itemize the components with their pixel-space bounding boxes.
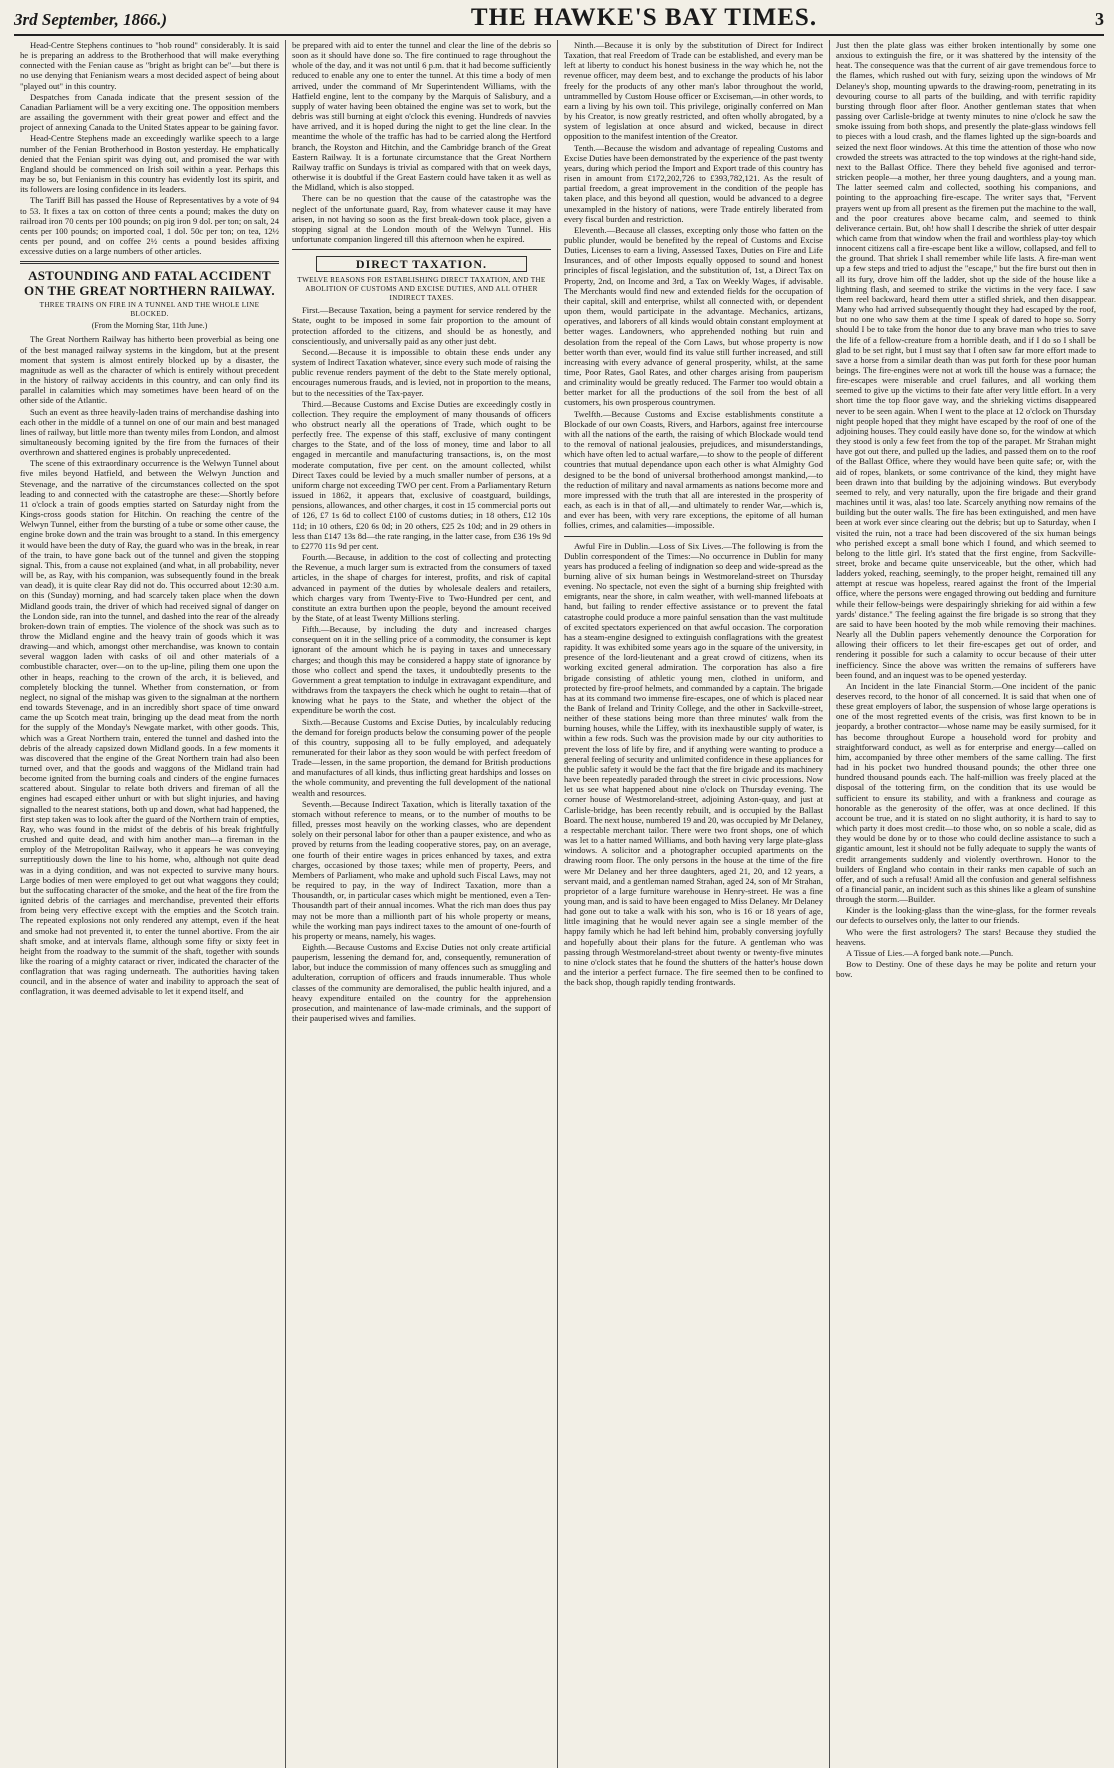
- paragraph: There can be no question that the cause of the catastrophe was the neglect of the unfortunate guard, Ray, from whatever cause it may have arisen, in not having so soon as the first break-down took place, given a stopping signal at the London mouth of the Welwyn Tunnel. His unfortunate companion lingered till this afternoon when he expired.: [292, 193, 551, 244]
- paragraph: The Great Northern Railway has hitherto been proverbial as being one of the best managed railway systems in the kingdom, but at the present moment that system is almost entirely blocked up by a disaster, the magnitude as well as the character of which is entirely without precedent in the history of railway accidents in this country, and can only find its parallel in calamities which may sometimes have been heard of on the other side of the Atlantic.: [20, 334, 279, 406]
- paragraph: Fifth.—Because, by including the duty and increased charges consequent on it in the selling price of a commodity, the consumer is kept ignorant of the amount which he is paying in taxes and unnecessary charges; and though this may be considered a happy state of ignorance by those who collect and spend the taxes, it undoubtedly presents to the Government a great temptation to indulge in extravagant expenditure, and withdraws from the taxpayers the check which he ought to retain—that of knowing what he pays to the State, and whether the object of the expenditure be worth the cost.: [292, 624, 551, 716]
- paragraph: A Tissue of Lies.—A forged bank note.—Punch.: [846, 947, 1014, 958]
- column-4: [830, 40, 1102, 1768]
- paragraph: Bow to Destiny. One of these days he may be polite and return your bow.: [836, 959, 1096, 980]
- paragraph: The scene of this extraordinary occurrence is the Welwyn Tunnel about five miles beyond Hatfield, and between the Welwyn Junction and Stevenage, and the narrative of the circumstances collected on the spot leading to and connected with the catastrophe are these:—Shortly before 11 o'clock a train of goods empties started on Saturday night from the Kings-cross goods station for Hitchin. On reaching the centre of the Welwyn Tunnel, either from the bursting of a tube or some other cause, the engine broke down and the train was brought to a stand. In this emergency it would have been the duty of Ray, the guard who was in the break, in rear of the train, to have gone back out of the tunnel and given the stopping signal. This, from a cause not explained (and what, in all probability, never will be, as Ray, with his companion, was subsequently found in the break van dead), it is quite clear Ray did not do. This occurred about 12:30 a.m. on this (Sunday) morning, and had scarcely taken place when the down Midland goods train, the driver of which had received signal of danger on the London side, ran into the tunnel, and dashed into the rear of the already broken-down train of empties. The violence of the shock was such as to throw the Midland engine and the heavy train of goods which it was drawing—and which, amongst other merchandise, was known to contain several waggon laden with casks of oil and other materials of a combustible character, over—on to the up-line, piling them one upon the other in heaps, reaching to the crown of the arch, it is believed, and completely blocking the tunnel. Whether from consternation, or from neglect, no signal of the mishap was given to the signalman at the northern end towards Stevenage, and in an incredibly short space of time onward came the up Scotch meat train, bringing up the dead meat from the north for the supply of the Monday's Newgate market, with other goods. This, which was a Great Northern train, entered the tunnel and dashed into the debris of the already capsized down Midland goods. In a few moments it was discovered that the engine of the Great Northern train had also been turned over, and that the goods and waggons of the Midland train had become ignited from the burning coals and cinders of the engine furnaces scattered about. Singular to relate both drivers and fireman of all the engines had escaped either unhurt or with but slight injuries, and having signalled to the nearest stations, both up and down, what had happened, the first step taken was to look after the guard of the Northern train of empties, Ray, who was found in the midst of the debris of his break frightfully crushed and quite dead, and with him another man—a fireman in the employ of the Metropolitan Railway, who it appears he was conveying surreptitiously down the line to his home, who, although not quite dead was in a dying condition, and was not expected to survive many hours. Large bodies of men were employed to get out what waggons they could; but the suffocating character of the smoke, and the heat of the fire from the ignited debris of the carriages and merchandise, prevented their efforts from being very effective except with the empties and the Scotch train. The repeated explosions not only rendered any attempt, even if the heat and smoke had not prevented it, to enter the tunnel abortive. From the air shaft smoke, and at intervals flame, although some fifty or sixty feet in height from the roadway to the summit of the shaft, together with sounds like the roaring of a mighty cataract or river, indicated the character of the conflagration that was raging underneath. The authorities having taken council, and in the absence of water and inability to approach the seat of conflagration, it was deemed advisable to let it expend itself, and: [20, 458, 279, 997]
- paragraph: Second.—Because it is impossible to obtain these ends under any system of Indirect Taxation whatever, since every such mode of raising the public revenue renders payment of the debt to the State merely optional, encourages numerous frauds, and is levied, not in proportion to the means, but to the necessities of the Tax-payer.: [292, 346, 551, 398]
- divider: [20, 261, 279, 264]
- paragraph: Awful Fire in Dublin.—Loss of Six Lives.—The following is from the Dublin correspondent of the Times:—No occurrence in Dublin for many years has produced a feeling of indignation so deep and wide-spread as the burning alive of six human beings in Westmoreland-street on Thursday evening. No spectacle, not even the sight of a burning ship freighted with emigrants, near the shore, in calm weather, with well-manned lifeboats at hand, but failing to render effective assistance or to prevent the fatal catastrophe could produce a more painful sensation than the vast multitude of excited spectators experienced on that awful occasion. The corporation has a steam-engine designed to extinguish conflagrations with the greatest rapidity. It was exhibited some years ago in the square of the university, in presence of the lord-lieutenant and a great crowd of citizens, when its working excited general admiration. The corporation has also a fire brigade consisting of athletic young men, clothed in uniform, and protected by fire-proof helmets, and commanded by a captain. The brigade has at its command two immense fire-escapes, one of which is placed near the Bank of Ireland and Trinity College, and the other in Sackville-street, neither of these stations being more than three minutes' walk from the burning houses, while the Liffey, with its inexhaustible supply of water, is within a few rods. Such was the provision made by our city authorities to prevent the loss of life by fire, and if anything were wanting to produce a general feeling of security and unlimited confidence in these appliances for the public safety it would be the fact that the fire brigade and its machinery have been repeatedly paraded through the street in civic processions. Now let us see what happened about nine o'clock on Thursday evening. The corner house of Westmoreland-street, adjoining Aston-quay, and just at Carlisle-bridge, has been recently rebuilt, and is occupied by the Ballast Board. The next house, numbered 19 and 20, was occupied by Mr Delaney, a respectable merchant tailor. There were two front shops, one of which was let to a hatter named Williams, and both having very large plate-glass windows. A solicitor and a photographer occupied apartments on the drawing room floor. The only persons in the house at the time of the fire were Mr Delaney and her three daughters, aged 21, 20, and 12 years, a servant maid, and a gentleman named Strahan, aged 24, son of Mr Strahan, proprietor of a large furniture warehouse in Henry-street. He was a fine young man, and is said to have been engaged to Miss Delaney. Mr Delaney had gone out to take a walk with his son, who is 16 or 18 years of age, little imagining that he would never again see a single member of the happy family which he had left behind him, probably conversing joyfully and hopefully about their plans for the future. A gentleman who was passing through Westmoreland-street about twenty or twenty-five minutes to nine o'clock states that he found the shutters of the hatter's house down and the interior a perfect furnace. The fire seemed then to be confined to the back shop, though rapidly tending frontwards.: [564, 540, 823, 988]
- column-1: [14, 40, 286, 1768]
- headline-railway-accident: ASTOUNDING AND FATAL ACCIDENT ON THE GREAT NORTHERN RAILWAY.: [24, 268, 275, 299]
- paragraph: Tenth.—Because the wisdom and advantage of repealing Customs and Excise Duties have been demonstrated by the experience of the past twenty years, during which period the Import and Export trade of this country has risen in amount from £172,202,726 to £393,782,121. As the result of partial freedom, a great improvement in the condition of the people has taken place, and this beyond all question, would be advanced to a degree unexampled in the history of nations, were Trade entirely liberated from every fiscal burden and restriction.: [564, 142, 823, 224]
- article-source: (From the Morning Star, 11th June.): [91, 321, 208, 331]
- paragraph: Ninth.—Because it is only by the substitution of Direct for Indirect Taxation, that real Freedom of Trade can be established, and every man be left at liberty to conduct his honest business in the way which he, not the revenue officer, may deem best, and to exchange the products of his labor freely for the products of any other man's labor throughout the world, untrammelled by Custom House officer or Exciseman,—in other words, to earn a living by his own toil. This privilege, originally conferred on Man by his Creator, is now greatly restricted, and often wholly abrogated, by a system of legislation at once absurd and wicked, because in direct opposition to the manifest intention of the Creator.: [564, 40, 823, 142]
- paragraph: Such an event as three heavily-laden trains of merchandise dashing into each other in the middle of a tunnel on one of our main and best managed lines of railway, but little more than twenty miles from London, and almost simultaneously becoming ignited by the fire from the furnaces of their overthrown and shattered engines is probably unprecedented.: [20, 406, 279, 458]
- newspaper-title: THE HAWKE'S BAY TIMES.: [470, 4, 818, 31]
- columns: [14, 40, 1104, 1768]
- issue-date: 3rd September, 1866.): [14, 10, 167, 29]
- divider: [564, 536, 823, 537]
- paragraph: An Incident in the late Financial Storm.—One incident of the panic deserves record, to the honor of all concerned. It is said that when one of these great employers of labor, the suspension of whose large operations is one of the most regretted events of the crisis, was first known to be in jeopardy, a brother contractor—whose name may be easily surmised, for it has become throughout Europe a household word for probity and straightforward conduct, as well as for enterprise and energy—called on him, accompanied by three other members of the same calling. The first had in his pocket two hundred thousand pounds; the other three one hundred thousand pounds each. The half-million was freely placed at the disposal of the tottering firm, on the condition that its use would be sufficient to ensure its stability, and with a frankness and courage as honorable as the generosity of the offer, was at once declined. If this account be true, and it is stated on no slight authority, it is hard to say to which party it does most credit—to those who, on so noble a scale, did as they would be done by or to those who could decline assistance to such a gigantic amount, lest it should not be fully adequate to supply the wants of credit arrangements suddenly and violently overthrown. Honor to the builders of England who contain in their ranks men capable of such an offer, and of such a refusal! Amid all the confusion and general selfishness of a financial panic, an incident such as this shines like a gleam of sunshine through the storm.—Builder.: [836, 680, 1096, 905]
- subheadline: TWELVE REASONS FOR ESTABLISHING DIRECT TAXATION, AND THE ABOLITION OF CUSTOMS AND EXCISE DUTIES, AND ALL OTHER INDIRECT TAXES.: [297, 276, 546, 303]
- paragraph: be prepared with aid to enter the tunnel and clear the line of the debris so soon as it should have done so. The fire continued to rage throughout the whole of the day, and it was not until 6 p.m. that it had become sufficiently reduced to enable any one to enter the tunnel. At this time a body of men arrived, under the command of Mr Superintendent Williams, with the Hatfield engine, lent to the company by the Marquis of Salisbury, and a supply of water having been obtained the engine was set to work, but the debris was still burning at eight o'clock this evening. Hundreds of navvies have arrived, and it is hoped during the night to get the line clear. In the meantime the whole of the traffic has had to be carried along the Hertford branch, the Royston and Hitchin, and the Cambridge branch of the Great Eastern Railway. It is a fortunate circumstance that the Great Northern Railway traffic on Sundays is trivial as compared with that on week days, otherwise it is doubtful if the Great Eastern could have taken it as well as the Midland, which is also stopped.: [292, 40, 551, 193]
- paragraph: Seventh.—Because Indirect Taxation, which is literally taxation of the stomach without reference to means, or to the number of mouths to be filled, presses most heavily on the working classes, who are dependent solely on their personal labor for other than a pauper existence, and who as proved by returns from the leading cooperative stores, pay, on an average, one fourth of their entire wages in prices enhanced by taxes, and extra charges, occasioned by those taxes; while men of property, Peers, and Members of Parliament, who make and uphold such Fiscal Laws, may not be required to pay, in the way of Indirect Taxation, more than a Thousandth, or, in particular cases which might be mentioned, even a Ten-Thousandth part of their annual incomes. What the rich man does thus pay may not be more than a millionth part of his whole property or means, while the working man pays indirect taxes to the amount of one-fourth of his property or means, namely, his wages.: [292, 798, 551, 941]
- paragraph: First.—Because Taxation, being a payment for service rendered by the State, ought to be imposed in some fair proportion to the amount of protection afforded to the citizens, and should be as honestly, and conscientiously, and universally paid as any other just debt.: [292, 305, 551, 346]
- paragraph: Head-Centre Stephens continues to "hob round" considerably. It is said he is preparing an address to the Brotherhood that will make everything connected with the Fenian cause as "bright as bright can be"—but there is no use denying that Fenianism wears a most decided aspect of being about "played out" in this country.: [20, 40, 279, 91]
- page-number: 3: [1095, 9, 1104, 29]
- column-3: [558, 40, 830, 1768]
- subheadline: THREE TRAINS ON FIRE IN A TUNNEL AND THE WHOLE LINE BLOCKED.: [39, 301, 260, 319]
- paragraph: Eighth.—Because Customs and Excise Duties not only create artificial pauperism, lessening the demand for, and, consequently, remuneration of labor, but induce the commission of many offences such as smuggling and adulteration, corruption of officers and frauds innumerable. Thus whole classes of the community are demoralised, the public health injured, and a heavy expenditure entailed on the country for the apprehension prosecution, and maintenance of law-made criminals, and the support of their pauperised wives and families.: [292, 941, 551, 1024]
- masthead: [14, 4, 1104, 36]
- divider: [292, 249, 551, 250]
- paragraph: Kinder is the looking-glass than the wine-glass, for the former reveals our defects to ourselves only, the latter to our friends.: [836, 905, 1096, 926]
- paragraph: The Tariff Bill has passed the House of Representatives by a vote of 94 to 53. It fixes a tax on cotton of three cents a pound; makes the duty on railroad iron 70 cents per 100 pounds; on pig iron 9 dol. per ton; on salt, 24 cents per 100 pounds; on imported coal, 1 dol. 50c per ton; on tea, 12½ cents per pound, and on coffee 2½ cents a pound besides affixing excessive duties on a large numbers of other articles.: [20, 195, 279, 257]
- paragraph: Fourth.—Because, in addition to the cost of collecting and protecting the Revenue, a much larger sum is extracted from the consumers of taxed articles, in the shape of charges for interest, profits, and risk of capital advanced in payment of the duties by wholesale dealers and retailers, which charges vary from Twenty-Five to Two-Hundred per cent, and constitute an extra burthen upon the people, beyond the amount received by the State, of at least Twenty Millions sterling.: [292, 552, 551, 623]
- headline-direct-taxation: DIRECT TAXATION.: [316, 256, 527, 272]
- paragraph: Eleventh.—Because all classes, excepting only those who fatten on the public plunder, would be benefited by the repeal of Customs and Excise Duties, Licenses to earn a living, Assessed Taxes, Duties on Fire and Life Insurances, and of other Imposts equally opposed to sound and honest principles of fiscal legislation, and the substitution of, 1st, a Direct Tax on Property, 2nd, on Income and 3rd, a Tax on Weekly Wages, if advisable. The Merchants would find new and extended fields for the occupation of their capital, skill and enterprise, whilst all connected with, or dependent upon them, would participate in the advantage. Mechanics, artizans, operatives, and laborers of all kinds would obtain constant employment at better wages. Landowners, who apprehended nothing but ruin and desolation from the repeal of the Corn Laws, but whose property is now better worth than ever, would find its value still further increased, and still increasing with every advance of general prosperity, whilst, at the same time, Poor Rates, Gaol Rates, and other charges arising from pauperism and criminality would be greatly reduced. The Farmer too would obtain a better market for all the productions of the soil from the best of all customers, his own prosperous countrymen.: [564, 224, 823, 408]
- paragraph: Just then the plate glass was either broken intentionally by some one anxious to extinguish the fire, or it was shattered by the intensity of the heat. The consequence was that the current of air gave tremendous force to the flames, which rushed out with fury, seizing upon the windows of Mr Delaney's shop, mounting upwards to the drawing-room, penetrating in its devouring course to all parts of the building, and with terrific rapidity bursting through floor after floor. Another gentleman states that when passing over Carlisle-bridge at twenty minutes to nine o'clock he saw the smoke issuing from both shops, and presently the plate-glass windows fell to pieces with a loud crash, and the flames lighted up the sign-boards and seized the next floor windows. At this time the attention of those who now crowded the streets was attracted to the top windows at the right-hand side, next to the Ballast Office. There they beheld five agonised and terror-stricken people—a mother, her three young daughters, and a young man. The latter seemed calm and collected, soothing his companions, and pointing to the approaching fire-escape. The writer says that, "Fervent prayers went up from all present as the firemen put the machine to the wall, and the poor creatures above became calm, and seemed to think deliverance certain. But, oh! how shall I describe the shriek of utter despair which came from that window when the frail and worthless play-toy which innocent citizens call a fire-escape bent like a willow, collapsed, and fell to the ground. That shriek I shall remember while life lasts. A fire-man went up a few steps and tried to adjust the "escape," but the fire burst out then in all its fury, drove him off the ladder, shot up the side of the house like a lightning flash, and seemed to strike the victims in the very face. I saw them reel backward, heard them utter a stifled shriek, and then disappear. Many who had arrived subsequently thought they had escaped by the roof, but no one who saw them at the time I speak of dared to hope so. Sorry should I be to take from the honor due to any brave man who tries to save the life of a fellow-creature from a horrible death, and if I do so I shall be glad to be set right, but I must say that I often saw far more effort made to save a horse from a similar death than was put forth for these poor human beings. The fire-engines were not at work till the house was a furnace; the fire-escapes were miserable and cruel failures, and all working them seemed to give up the victims to their fate after very little effort. In a very short time the top floor gave way, and the shrieking victims disappeared never to be seen again. When I went to the place at 12 o'clock on Thursday night people hoped that they might have escaped by the roof of one of the adjoining houses. They could easily have done so, for the window at which they stood is only a few feet from the top of the parapet. Mr Strahan might have got out there, and pulled up the ladies, and passed them on to the roof of the Ballast Office, where they would have been quite safe; or, with the aid of ropes, blankets, or some contrivance of the kind, they might have been drawn into that building by the adjoining windows. But everybody seemed to rely, and very naturally, upon the fire brigade and their grand machines until it was, alas! too late. Scarcely anything now remains of the building but the outer walls. The fire has been extinguished, and men have been at work ever since clearing out the debris; but up to Saturday, when I visited the ruin, not a trace had been discovered of the six human beings who perished except a small bone which I found, and which seemed to belong to the little girl. It's stated that the first engine, from Sackville-street, broke and became quite unserviceable, but the other, which had ladders yoked, reaching, seemingly, to the proper height, remained till any attempt at rescue was hopeless, reared against the front of the Imperial office, where the persons were engaged throwing out bedding and furniture while their fellow-beings were despairingly shrieking for aid within a few yards' distance." The feeling against the fire brigade is so strong that they are said to have been hooted by the mob while removing their machines. Nearly all the Dublin papers vehemently denounce the Corporation for allowing their officers to let their fire-escapes get out of order, and rendering it possible for such a calamity to occur because of their utter inefficiency. Since the above was written the remains of sufferers have been found, and an inquest was to be opened yesterday.: [836, 40, 1096, 680]
- paragraph: Head-Centre Stephens made an exceedingly warlike speech to a large number of the Fenian Brotherhood in Boston yesterday. He emphatically denied that the Fenian spirit was dying out, and promised the war with England should be commenced on Irish soil within a year. Perhaps this may be so, but Fenianism in this country has evidently lost its spirit, and its followers are losing confidence in its leaders.: [20, 133, 279, 195]
- column-2: [286, 40, 558, 1768]
- paragraph: Sixth.—Because Customs and Excise Duties, by incalculably reducing the demand for foreign products below the consuming power of the people of this country, supposing all to be fully employed, and adequately remunerated for their labor as they soon would be with perfect freedom of Trade—lessen, in the same proportion, the demand for British productions and manufactures of all kinds, thus inflicting great hardships and losses on the whole community, and preventing the full development of the national wealth and resources.: [292, 716, 551, 798]
- paragraph: Despatches from Canada indicate that the present session of the Canadian Parliament will be a very exciting one. The opposition members are assailing the government with their great power and effect and the project of annexing Canada to the United States appear to be gaining favor.: [20, 91, 279, 133]
- paragraph: Third.—Because Customs and Excise Duties are exceedingly costly in collection. They require the employment of many thousands of officers who obstruct nearly all the operations of Trade, which ought to be perfectly free. The expense of this staff, exclusive of many contingent charges to the State, and of the loss of money, time and labor to all engaged in mercantile and manufacturing transactions, is, on the most moderate computation, five per cent. on the amount collected, whilst Direct Taxes could be levied by a much smaller number of persons, at a uniform charge not exceeding TWO per cent. From a Parliamentary Return issued in 1862, it appears that, exclusive of coastguard, buildings, pensions, allowances, and other charges, it cost in 15 commercial ports out of 126, £7 1s 6d to collect £100 of customs duties; in 18 others, £12 10s 11d; in 10 others, £20 6s 0d; in 20 others, £25 2s 10d; and in 29 others in less than £147 13s 8d—the rate ranging, in the latter case, from £36 19s 9d to £2770 11s 9d per cent.: [292, 398, 551, 551]
- paragraph: Who were the first astrologers? The stars! Because they studied the heavens.: [836, 926, 1096, 947]
- paragraph: Twelfth.—Because Customs and Excise establishments constitute a Blockade of our own Coasts, Rivers, and Harbors, against free intercourse with all the nations of the earth, the raising of which Blockade would tend to the removal of national jealousies, prejudices, and misunderstandings, which have often led to actual warfare,—to show to the people of different countries that mutual dependance upon each other is what Almighty God designed to be the bond of universal brotherhood amongst mankind,—to the reduction of military and naval armaments as nations become more and more impressed with the truth that all are interested in the prosperity of each, as each is in that of all,—and ultimately to render War,—which is, and ever has been, with very rare exceptions, the epitome of all human follies, crimes, and calamities—impossible.: [564, 408, 823, 531]
